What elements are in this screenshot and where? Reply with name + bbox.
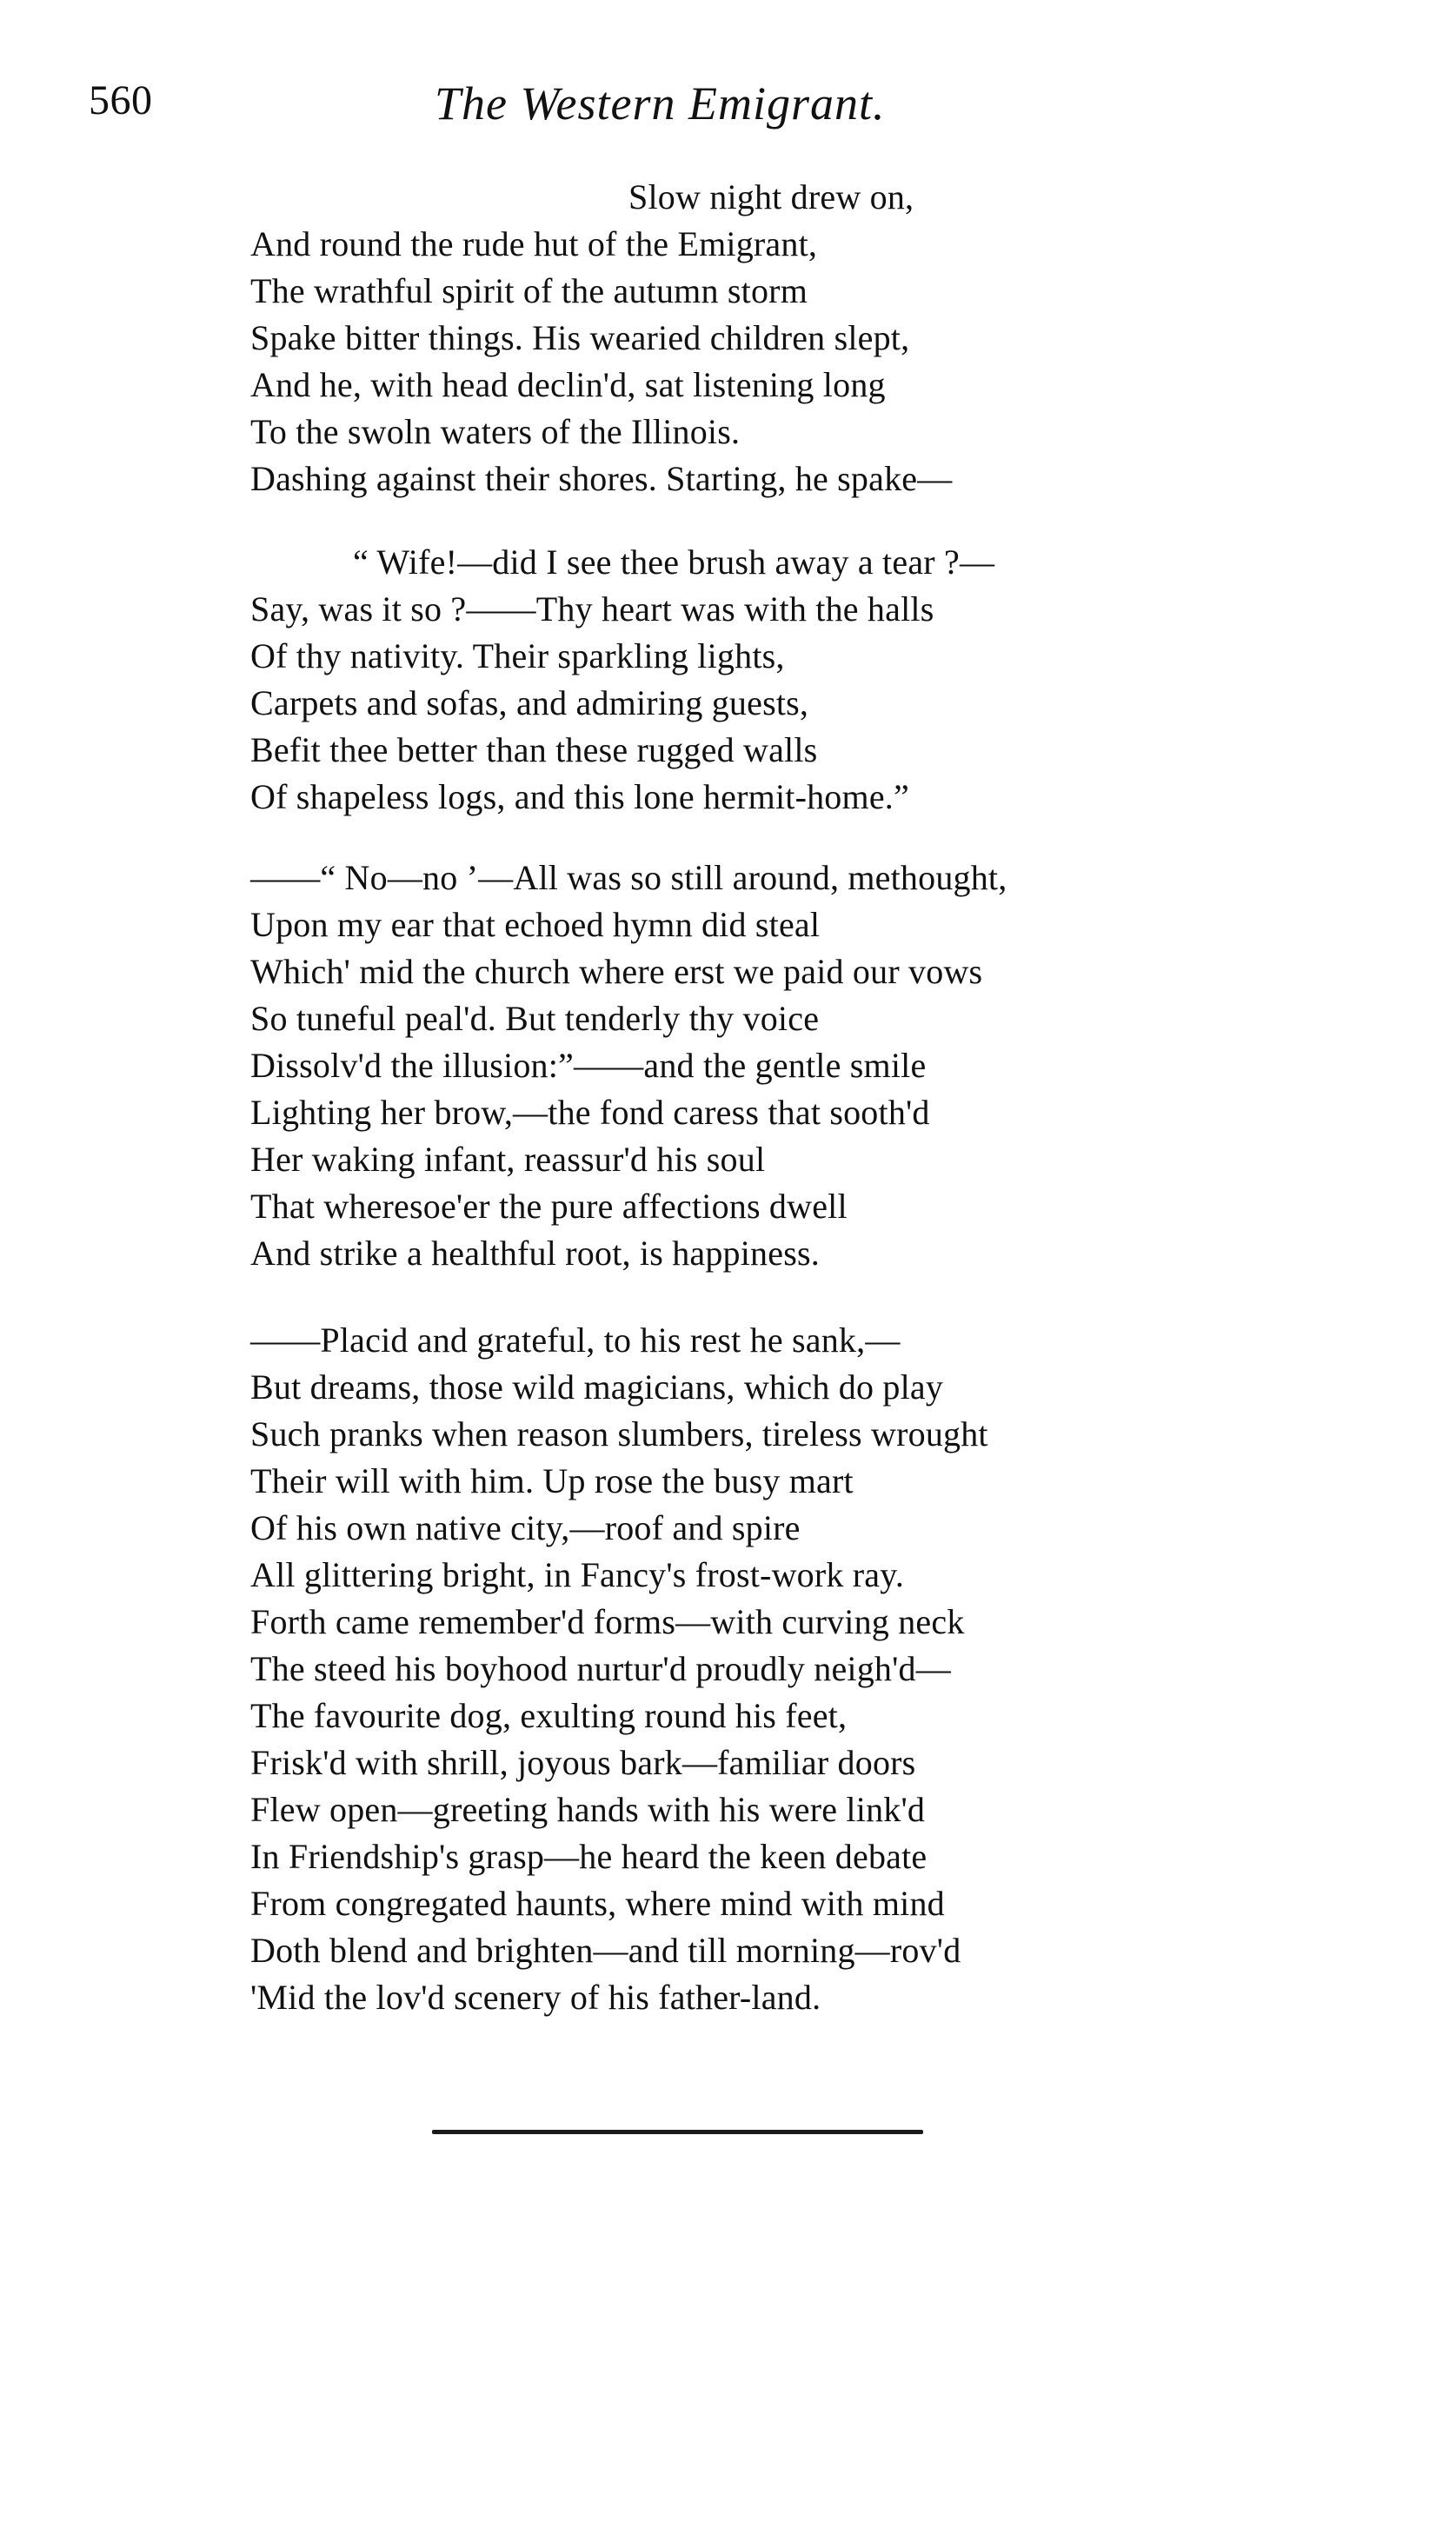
poem-line: Their will with him. Up rose the busy mart xyxy=(250,1461,854,1500)
poem-line: Frisk'd with shrill, joyous bark—familiar doors xyxy=(250,1743,916,1782)
poem-line: Doth blend and brighten—and till morning—rov'd xyxy=(250,1931,961,1970)
poem-line: That wheresoe'er the pure affections dwell xyxy=(250,1187,848,1226)
poem-line: “ Wife!—did I see thee brush away a tear ?— xyxy=(353,542,995,582)
poem-line: ——“ No—no ’—All was so still around, methought, xyxy=(250,858,1007,897)
poem-line: The wrathful spirit of the autumn storm xyxy=(250,271,808,310)
poem-line: Of his own native city,—roof and spire xyxy=(250,1508,801,1547)
poem-line: Of thy nativity. Their sparkling lights, xyxy=(250,636,785,675)
stanza-3 xyxy=(250,855,1154,1277)
poem-line: In Friendship's grasp—he heard the keen debate xyxy=(250,1837,927,1876)
poem-line: ——Placid and grateful, to his rest he sank,— xyxy=(250,1320,901,1360)
poem-line: The favourite dog, exulting round his feet, xyxy=(250,1696,848,1735)
end-rule-divider xyxy=(432,2130,923,2134)
poem-line: Upon my ear that echoed hymn did steal xyxy=(250,905,821,944)
poem-line: Lighting her brow,—the fond caress that sooth'd xyxy=(250,1093,930,1132)
poem-line: Of shapeless logs, and this lone hermit-home.” xyxy=(250,777,909,816)
poem-line: Such pranks when reason slumbers, tireless wrought xyxy=(250,1414,988,1453)
poem-line: Slow night drew on, xyxy=(628,177,914,216)
page-number: 560 xyxy=(89,77,153,123)
poem-line: Spake bitter things. His wearied children slept, xyxy=(250,318,910,357)
poem-line: Befit thee better than these rugged walls xyxy=(250,730,818,769)
stanza-2 xyxy=(250,539,1154,821)
running-title: The Western Emigrant. xyxy=(435,77,886,130)
poem-line: Dissolv'd the illusion:”——and the gentle smile xyxy=(250,1046,927,1085)
poem-line: Which' mid the church where erst we paid our vows xyxy=(250,952,983,991)
poem-line: Forth came remember'd forms—with curving neck xyxy=(250,1602,965,1641)
poem-line: So tuneful peal'd. But tenderly thy voice xyxy=(250,999,820,1038)
poem-line: But dreams, those wild magicians, which do play xyxy=(250,1367,944,1407)
stanza-4 xyxy=(250,1317,1154,2021)
poem-line: The steed his boyhood nurtur'd proudly neigh'd— xyxy=(250,1649,951,1688)
poem-line: Say, was it so ?——Thy heart was with the halls xyxy=(250,589,934,629)
poem-line: And he, with head declin'd, sat listening long xyxy=(250,365,886,404)
poem-line: From congregated haunts, where mind with mind xyxy=(250,1884,945,1923)
poem-line: All glittering bright, in Fancy's frost-work ray. xyxy=(250,1555,905,1594)
poem-line: And strike a healthful root, is happiness. xyxy=(250,1234,820,1273)
poem-line: Carpets and sofas, and admiring guests, xyxy=(250,683,809,722)
poem-line: Flew open—greeting hands with his were link'd xyxy=(250,1790,926,1829)
poem-line: And round the rude hut of the Emigrant, xyxy=(250,224,818,263)
stanza-1 xyxy=(250,174,1154,502)
poem-line: 'Mid the lov'd scenery of his father-land. xyxy=(250,1978,821,2017)
poem-line: Dashing against their shores. Starting, he spake— xyxy=(250,459,953,498)
poem-line: Her waking infant, reassur'd his soul xyxy=(250,1140,766,1179)
poem-line: To the swoln waters of the Illinois. xyxy=(250,412,741,451)
